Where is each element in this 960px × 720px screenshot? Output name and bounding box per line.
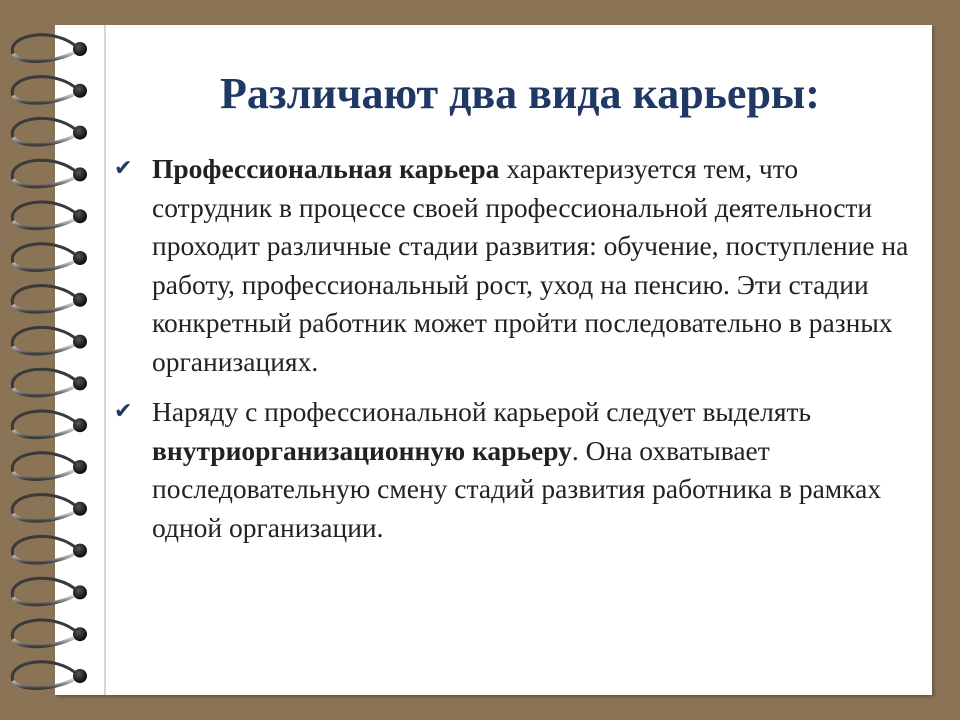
spiral-ring <box>12 620 87 646</box>
checkmark-icon: ✔ <box>114 156 133 181</box>
spiral-binding-icon <box>0 0 110 720</box>
spiral-ring <box>12 536 87 562</box>
spiral-ring <box>12 160 87 186</box>
spiral-ring <box>12 118 87 144</box>
spiral-ring <box>12 578 87 604</box>
bullet-text: характеризуется тем, что сотрудник в процессе своей профессиональной деятельности проходит различные стадии развития: обучение, поступление на работу, профессиональный рост, уход на пенсию. Эти стадии конкретный работник может пройти последовательно в разных организациях. <box>152 153 909 377</box>
spiral-ring <box>12 662 87 688</box>
slide-title: Различают два вида карьеры: <box>220 69 820 118</box>
spiral-ring <box>12 244 87 270</box>
spiral-ring <box>12 453 87 479</box>
bullet-text-post: . Она охватывает последовательную смену стадий развития работника в рамках одной организации. <box>152 434 882 543</box>
checkmark-icon: ✔ <box>114 399 133 424</box>
bullet-list <box>114 150 912 559</box>
spiral-ring <box>12 35 87 61</box>
spiral-ring <box>12 286 87 312</box>
spiral-ring <box>12 77 87 103</box>
spiral-ring <box>12 202 87 228</box>
bullet-intraorganizational-career <box>114 393 912 547</box>
spiral-ring <box>12 369 87 395</box>
bullet-professional-career <box>114 150 912 381</box>
spiral-ring <box>12 495 87 521</box>
bullet-text-pre: Наряду с профессиональной карьерой следует выделять <box>152 396 812 427</box>
spiral-ring <box>12 411 87 437</box>
term-intraorganizational-career: внутриорганизационную карьеру <box>152 434 572 466</box>
term-professional-career: Профессиональная карьера <box>152 153 500 184</box>
spiral-ring <box>12 327 87 353</box>
